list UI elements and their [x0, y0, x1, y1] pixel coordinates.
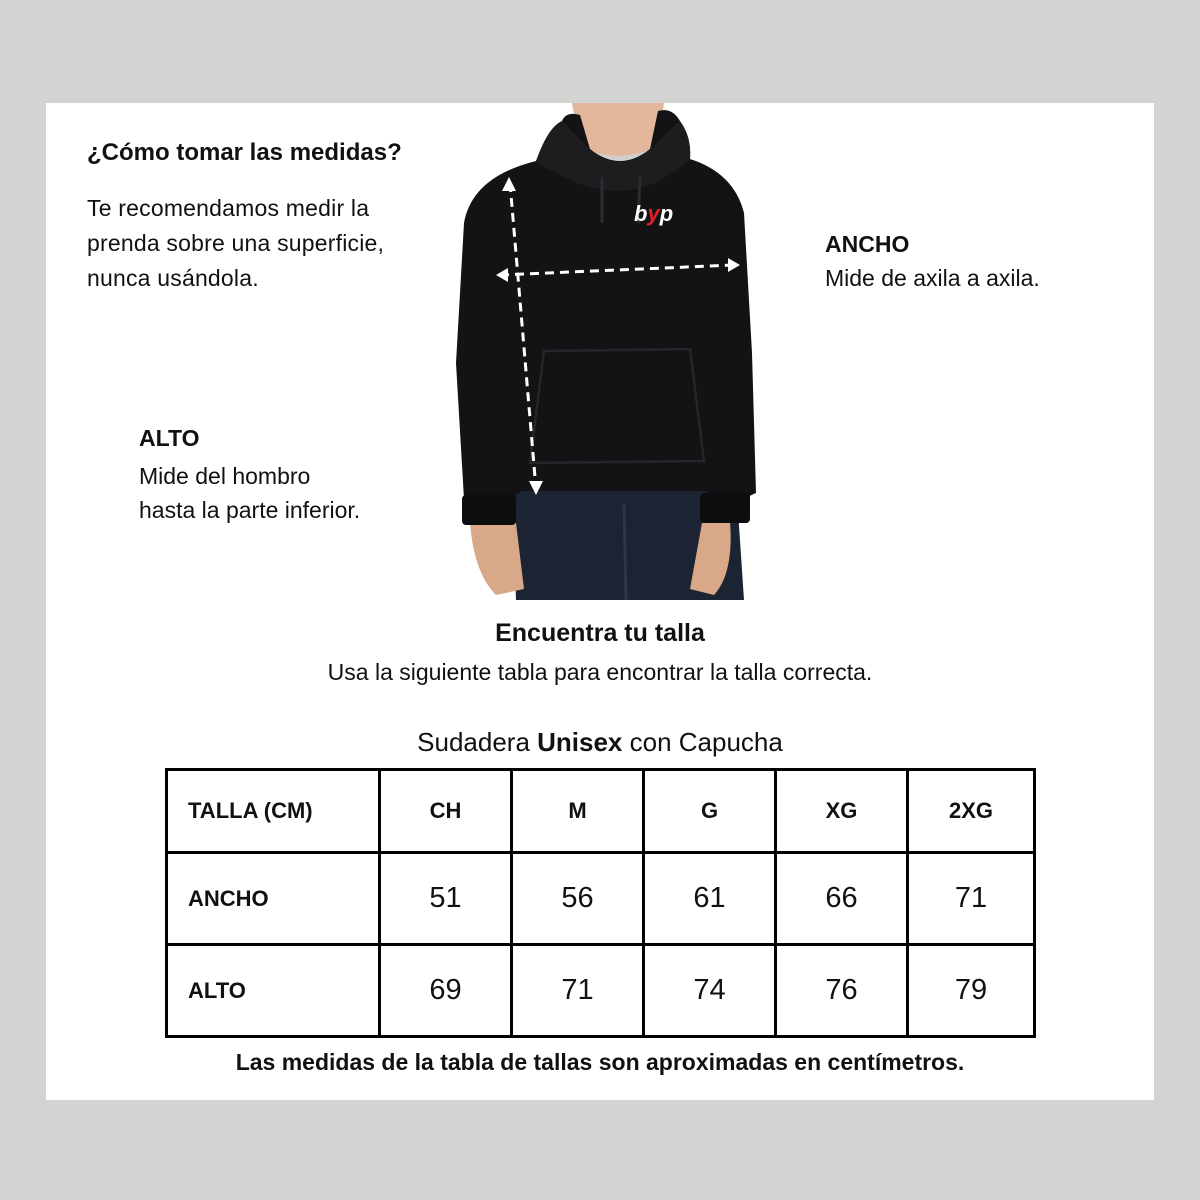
caption-pre: Sudadera — [417, 727, 538, 757]
how-to-line: prenda sobre una superficie, — [87, 230, 385, 256]
how-to-line: Te recomendamos medir la — [87, 195, 370, 221]
value-cell: 74 — [644, 945, 776, 1037]
size-header-cell: M — [512, 770, 644, 853]
alto-line: Mide del hombro — [139, 463, 311, 489]
ancho-heading: ANCHO — [825, 231, 910, 257]
table-footnote: Las medidas de la tabla de tallas son aproximadas en centímetros. — [235, 1049, 965, 1075]
how-to-line: nunca usándola. — [87, 265, 259, 291]
value-cell: 79 — [908, 945, 1035, 1037]
find-size-title: Encuentra tu talla — [495, 619, 705, 647]
byp-logo: byp — [634, 201, 674, 226]
row-label-cell: ANCHO — [167, 853, 380, 945]
alto-line: hasta la parte inferior. — [139, 497, 361, 523]
size-header-cell: CH — [380, 770, 512, 853]
value-cell: 66 — [776, 853, 908, 945]
size-header-cell: 2XG — [908, 770, 1035, 853]
caption-post: con Capucha — [622, 727, 783, 757]
size-header-cell: XG — [776, 770, 908, 853]
value-cell: 61 — [644, 853, 776, 945]
header-label-cell: TALLA (CM) — [167, 770, 380, 853]
alto-heading: ALTO — [139, 425, 200, 451]
row-label-cell: ALTO — [167, 945, 380, 1037]
size-table — [165, 768, 1036, 1038]
value-cell: 51 — [380, 853, 512, 945]
value-cell: 69 — [380, 945, 512, 1037]
table-row — [167, 945, 1035, 1037]
size-header-cell: G — [644, 770, 776, 853]
size-guide-card — [46, 103, 1154, 1100]
caption-bold: Unisex — [537, 727, 623, 757]
value-cell: 71 — [512, 945, 644, 1037]
table-caption — [46, 727, 1154, 758]
ancho-description: Mide de axila a axila. — [825, 265, 1040, 291]
table-header-row — [167, 770, 1035, 853]
value-cell: 71 — [908, 853, 1035, 945]
value-cell: 56 — [512, 853, 644, 945]
hoodie-model-photo — [444, 103, 784, 600]
table-row — [167, 853, 1035, 945]
how-to-measure-title: ¿Cómo tomar las medidas? — [87, 139, 402, 166]
value-cell: 76 — [776, 945, 908, 1037]
alto-description — [139, 459, 360, 527]
how-to-measure-text — [87, 191, 437, 296]
find-size-subtitle: Usa la siguiente tabla para encontrar la talla correcta. — [327, 659, 873, 685]
